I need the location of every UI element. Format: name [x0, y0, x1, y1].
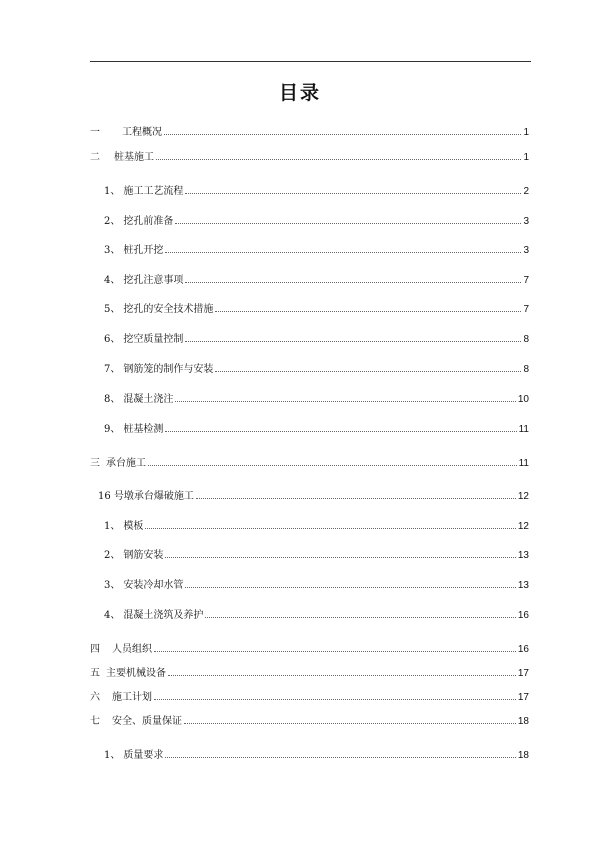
toc-page-number: 8	[523, 364, 529, 375]
toc-entry[interactable]	[104, 332, 529, 346]
toc-number: 8、	[104, 394, 121, 405]
toc-entry[interactable]	[104, 214, 529, 228]
toc-page-number: 12	[517, 491, 529, 502]
toc-page-number: 18	[517, 750, 529, 761]
toc-page-number: 18	[517, 716, 529, 727]
toc-number: 3、	[104, 245, 121, 256]
toc-page-number: 7	[523, 304, 529, 315]
toc-number: 5、	[104, 304, 121, 315]
toc-number: 4、	[104, 610, 121, 621]
toc-number: 2、	[104, 216, 121, 227]
toc-title: 挖孔注意事项	[123, 275, 184, 286]
toc-leader	[154, 642, 516, 652]
toc-entry[interactable]	[104, 748, 529, 762]
toc-leader	[154, 690, 516, 700]
toc-title: 人员组织	[112, 644, 152, 655]
header-rule	[90, 61, 531, 62]
toc-title: 模板	[123, 521, 144, 532]
toc-title: 安装冷却水管	[123, 580, 184, 591]
toc-entry[interactable]	[90, 666, 529, 680]
toc-number: 一	[90, 127, 100, 138]
toc-title: 工程概况	[122, 127, 162, 138]
toc-leader	[185, 578, 516, 588]
toc-title: 安全、质量保证	[112, 716, 182, 727]
toc-leader	[184, 714, 516, 724]
toc-title: 挖孔前准备	[123, 216, 174, 227]
toc-entry[interactable]	[104, 184, 529, 198]
toc-leader	[196, 489, 516, 499]
toc-entry[interactable]	[104, 578, 529, 592]
toc-title: 主要机械设备	[106, 668, 166, 679]
toc-number: 3、	[104, 580, 121, 591]
toc-number: 四	[90, 644, 100, 655]
toc-title: 施工计划	[112, 692, 152, 703]
toc-leader	[165, 422, 516, 432]
toc-leader	[185, 273, 521, 283]
page-title: 目录	[278, 82, 321, 104]
toc-title: 质量要求	[123, 750, 164, 761]
toc-entry[interactable]	[104, 548, 529, 562]
toc-number: 6、	[104, 334, 121, 345]
toc-title: 墩承台爆破施工	[123, 491, 194, 502]
toc-page-number: 16	[517, 644, 529, 655]
toc-page-number: 8	[523, 334, 529, 345]
toc-entry[interactable]	[104, 273, 529, 287]
toc-title: 钢筋笼的制作与安装	[123, 364, 214, 375]
toc-entry[interactable]	[104, 302, 529, 316]
toc-page-number: 16	[517, 610, 529, 621]
toc-title: 挖空质量控制	[123, 334, 184, 345]
toc-leader	[215, 362, 521, 372]
toc-number: 六	[90, 692, 100, 703]
toc-leader	[165, 243, 521, 253]
toc-leader	[145, 519, 516, 529]
toc-leader	[164, 125, 521, 135]
toc-title: 挖孔的安全技术措施	[123, 304, 214, 315]
toc-page-number: 13	[517, 550, 529, 561]
toc-page-number: 2	[523, 186, 529, 197]
toc-page-number: 13	[517, 580, 529, 591]
toc-leader	[185, 184, 521, 194]
toc-entry[interactable]	[90, 150, 529, 164]
toc-page-number: 11	[518, 458, 529, 469]
toc-leader	[165, 748, 516, 758]
toc-title: 混凝土浇筑及养护	[123, 610, 204, 621]
toc-number: 4、	[104, 275, 121, 286]
toc-number: 16 号	[98, 491, 124, 502]
toc-page-number: 1	[523, 127, 529, 138]
toc-entry[interactable]	[104, 362, 529, 376]
toc-title: 桩孔开挖	[123, 245, 164, 256]
toc-number: 1、	[104, 521, 121, 532]
toc-leader	[156, 150, 521, 160]
toc-page-number: 10	[517, 394, 529, 405]
toc-entry[interactable]	[104, 608, 529, 622]
toc-leader	[185, 332, 521, 342]
toc-leader	[205, 608, 516, 618]
toc-leader	[215, 302, 521, 312]
toc-entry[interactable]	[90, 642, 529, 656]
toc-page-number: 17	[517, 668, 529, 679]
toc-page-number: 12	[517, 521, 529, 532]
toc-entry[interactable]	[90, 456, 529, 470]
toc-entry[interactable]	[104, 422, 529, 436]
toc-title: 施工工艺流程	[123, 186, 184, 197]
toc-page-number: 17	[517, 692, 529, 703]
toc-leader	[175, 392, 516, 402]
toc-number: 二	[90, 152, 100, 163]
toc-number: 1、	[104, 186, 121, 197]
toc-number: 七	[90, 716, 100, 727]
toc-leader	[165, 548, 516, 558]
toc-entry[interactable]	[90, 690, 529, 704]
toc-title: 混凝土浇注	[123, 394, 174, 405]
toc-entry[interactable]	[90, 714, 529, 728]
toc-entry[interactable]	[90, 125, 529, 139]
toc-number: 9、	[104, 424, 121, 435]
toc-entry[interactable]	[104, 243, 529, 257]
toc-leader	[168, 666, 516, 676]
toc-page-number: 11	[518, 424, 529, 435]
toc-leader	[175, 214, 521, 224]
toc-title: 承台施工	[106, 458, 146, 469]
toc-number: 7、	[104, 364, 121, 375]
toc-number: 1、	[104, 750, 121, 761]
toc-number: 三	[90, 458, 100, 469]
toc-page-number: 7	[523, 275, 529, 286]
toc-entry[interactable]	[98, 489, 529, 503]
toc-page-number: 1	[523, 152, 529, 163]
toc-number: 2、	[104, 550, 121, 561]
toc-entry[interactable]	[104, 519, 529, 533]
toc-leader	[148, 456, 517, 466]
toc-title: 桩基施工	[114, 152, 154, 163]
toc-title: 桩基检测	[123, 424, 164, 435]
toc-title: 钢筋安装	[123, 550, 164, 561]
toc-page-number: 3	[523, 216, 529, 227]
toc-page-number: 3	[523, 245, 529, 256]
toc-number: 五	[90, 668, 100, 679]
toc-entry[interactable]	[104, 392, 529, 406]
